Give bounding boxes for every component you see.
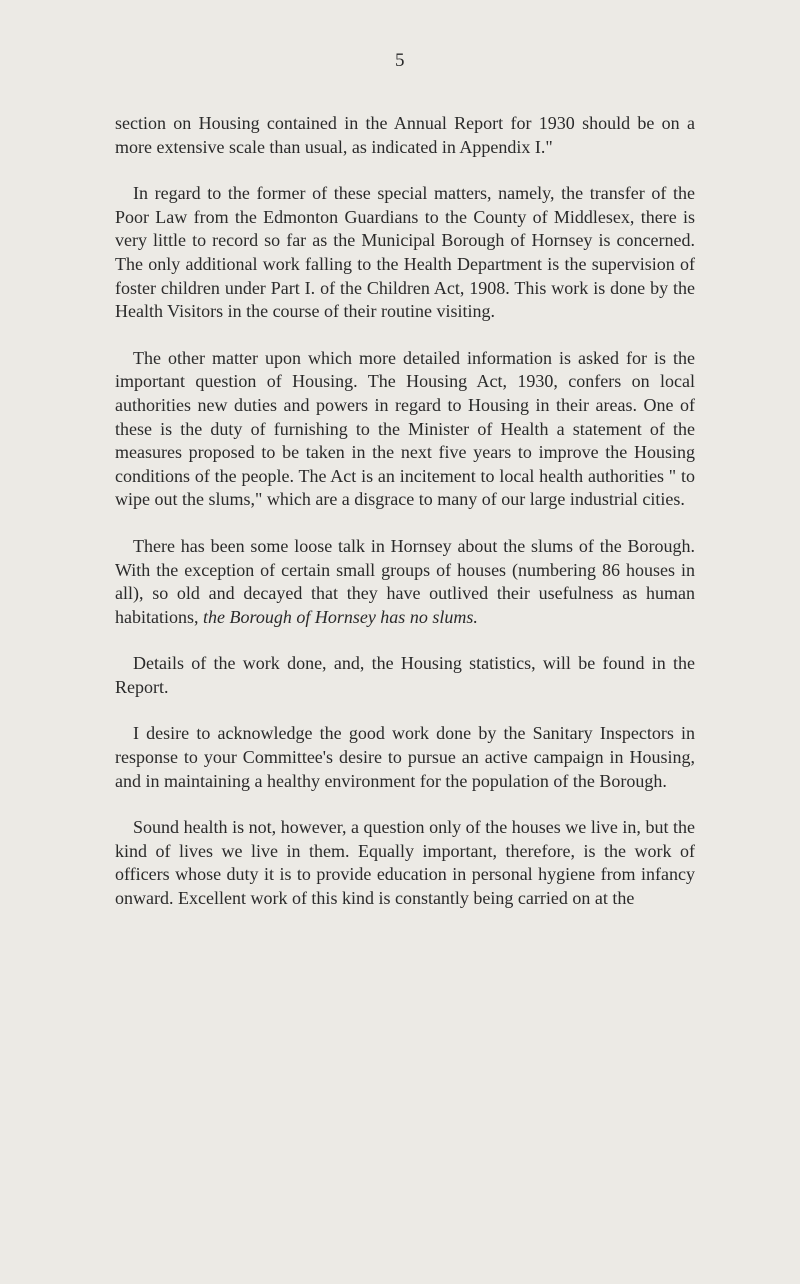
paragraph-sanitary-inspectors: I desire to acknowledge the good work done by the Sanitary Inspectors in response to your Committee's desire to pursue an active campaign in Housing, and in maintaining a healthy environment for the population of the Borough. <box>115 723 695 791</box>
paragraph-housing-section-continued: section on Housing contained in the Annual Report for 1930 should be on a more extensive scale than usual, as indicated in Appendix I." <box>115 113 695 157</box>
paragraph-poor-law-transfer: In regard to the former of these special matters, namely, the transfer of the Poor Law from the Edmonton Guardians to the County of Middlesex, there is very little to record so far as the Municipal Borough of Hornsey is concerned. The only additional work falling to the Health Department is the supervision of foster children under Part I. of the Children Act, 1908. This work is done by the Health Visitors in the course of their routine visiting. <box>115 183 695 322</box>
slums-text: There has been some loose talk in Hornsey about the slums of the Borough. With the exception of certain small groups of houses (numbering 86 houses in all), so old and decayed that they have outlived their usefulness as human habitations, <box>115 535 695 627</box>
page-number: 5 <box>395 50 405 71</box>
body-text <box>115 112 695 934</box>
paragraph-details: Details of the work done, and, the Housing statistics, will be found in the Report. <box>115 653 695 697</box>
slums-emphasis: the Borough of Hornsey has no slums. <box>203 606 478 627</box>
paragraph-slums <box>115 535 695 629</box>
paragraph-housing-act: The other matter upon which more detailed information is asked for is the important question of Housing. The Housing Act, 1930, confers on local authorities new duties and powers in regard to Housing in their areas. One of these is the duty of furnishing to the Minister of Health a statement of the measures proposed to be taken in the next five years to improve the Housing conditions of the people. The Act is an incitement to local health authorities " to wipe out the slums," which are a disgrace to many of our large industrial cities. <box>115 347 695 510</box>
paragraph-sound-health: Sound health is not, however, a question only of the houses we live in, but the kind of lives we live in them. Equally important, therefore, is the work of officers whose duty it is to provide education in personal hygiene from infancy onward. Excellent work of this kind is constantly being carried on at the <box>115 817 695 909</box>
